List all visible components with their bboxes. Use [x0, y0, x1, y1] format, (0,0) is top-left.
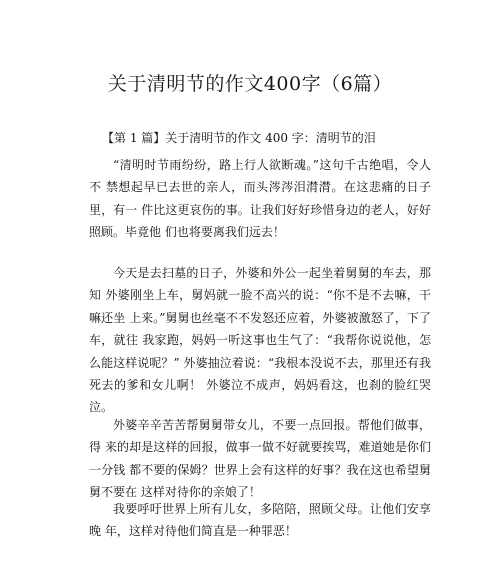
paragraph: 我要呼吁世界上所有儿女，多陪陪，照顾父母。让他们安享晚 年，这样对待他们简直是一种罪恶！ — [89, 502, 431, 539]
document-title: 关于清明节的作文400字（6篇） — [107, 73, 393, 95]
paragraph: 今天是去扫墓的日子，外婆和外公一起坐着舅舅的车去，那知 外婆刚坐上车，舅妈就一脸不高兴的说：“你不是不去嘛，干嘛还坐 上来。”舅舅也丝毫不不发怒还应着，外婆被激怒了，下了车，就往 我家跑，妈妈一听这事也生气了：“我帮你说说他，怎么能这样说呢？” 外婆抽泣着说：“我根本没说不去，那里还有我死去的爹和女儿啊！ 外婆泣不成声，妈妈看这，也刹的脸红哭泣。 — [89, 266, 431, 415]
paragraph: 外婆辛辛苦苦帮舅舅带女儿，不要一点回报。帮他们做事，得 来的却是这样的回报，做事一做不好就要挨骂，难道她是你们一分钱 都不要的保姆？世界上会有这样的好事？我在这也希望舅舅不要在 这样对待你的亲娘了！ — [89, 418, 431, 500]
section-heading: 【第 1 篇】关于清明节的作文 400 字：清明节的泪 — [102, 131, 376, 145]
paragraph: “清明时节雨纷纷，路上行人欲断魂。”这句千古绝唱，令人不 禁想起早已去世的亲人，而头涔涔泪潸潸。在这悲痛的日子里，有一 件比这更哀伤的事。让我们好好珍惜身边的老人，好好照顾。毕竟他 们也将要离我们远去！ — [89, 158, 431, 240]
